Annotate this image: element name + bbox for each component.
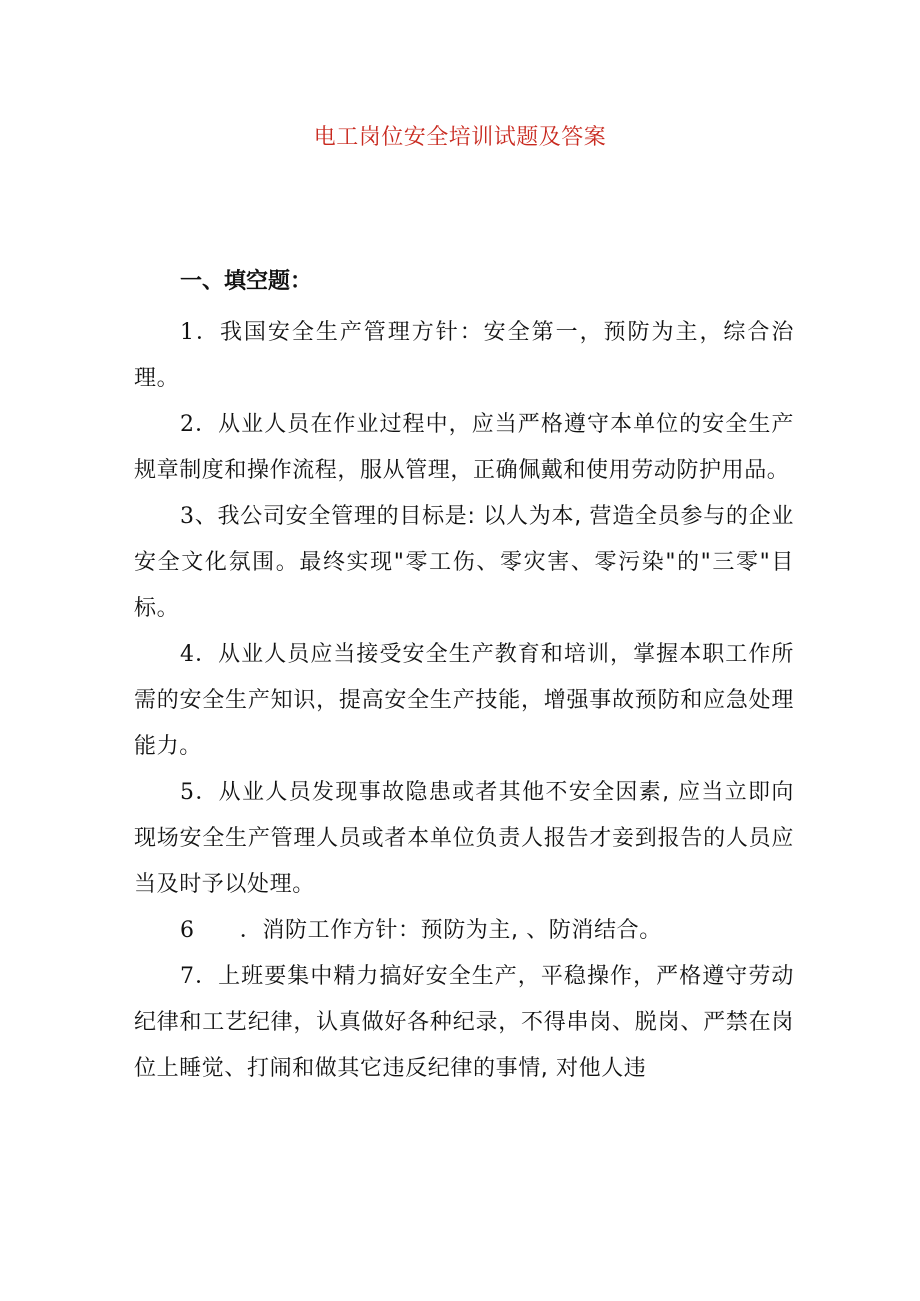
question-item [134, 494, 794, 632]
question-number: 1 [180, 320, 195, 345]
document-title: 电工岗位安全培训试题及答案 [313, 125, 607, 150]
question-item [134, 310, 794, 402]
question-text: ．从业人员应当接受安全生产教育和培训，掌握本职工作所需的安全生产知识，提高安全生产技能，增强事故预防和应急处理能力。 [134, 642, 794, 759]
question-item [134, 402, 794, 494]
question-text: ．上班要集中精力搞好安全生产，平稳操作，严格遵守劳动纪律和工艺纪律，认真做好各种纪录，不得串岗、脱岗、严禁在岗位上睡觉、打闹和做其它违反纪律的事情, 对他人违 [134, 964, 794, 1081]
question-number: 5 [180, 780, 195, 805]
question-item [134, 954, 794, 1092]
question-number: 6 [180, 918, 195, 943]
question-item [134, 908, 794, 954]
question-item [134, 632, 794, 770]
question-list [134, 310, 794, 1092]
question-text: ．从业人员在作业过程中，应当严格遵守本单位的安全生产规章制度和操作流程，服从管理，正确佩戴和使用劳动防护用品。 [134, 412, 794, 483]
question-text: 、我公司安全管理的目标是: 以人为本, 营造全员参与的企业安全文化氛围。最终实现"零工伤、零灾害、零污染"的"三零"目标。 [134, 504, 794, 621]
question-number: 7 [180, 964, 195, 989]
question-text: ．消防工作方针：预防为主, 、防消结合。 [194, 918, 662, 943]
section-heading: 一、填空题： [180, 269, 313, 294]
question-number: 2 [180, 412, 195, 437]
question-item [134, 770, 794, 908]
question-number: 4 [180, 642, 195, 667]
question-number: 3 [180, 504, 195, 529]
question-text: ．我国安全生产管理方针：安全第一，预防为主，综合治理。 [134, 320, 794, 391]
question-text: ．从业人员发现事故隐患或者其他不安全因素, 应当立即向现场安全生产管理人员或者本单位负责人报告才妾到报告的人员应当及时予以处理。 [134, 780, 794, 897]
